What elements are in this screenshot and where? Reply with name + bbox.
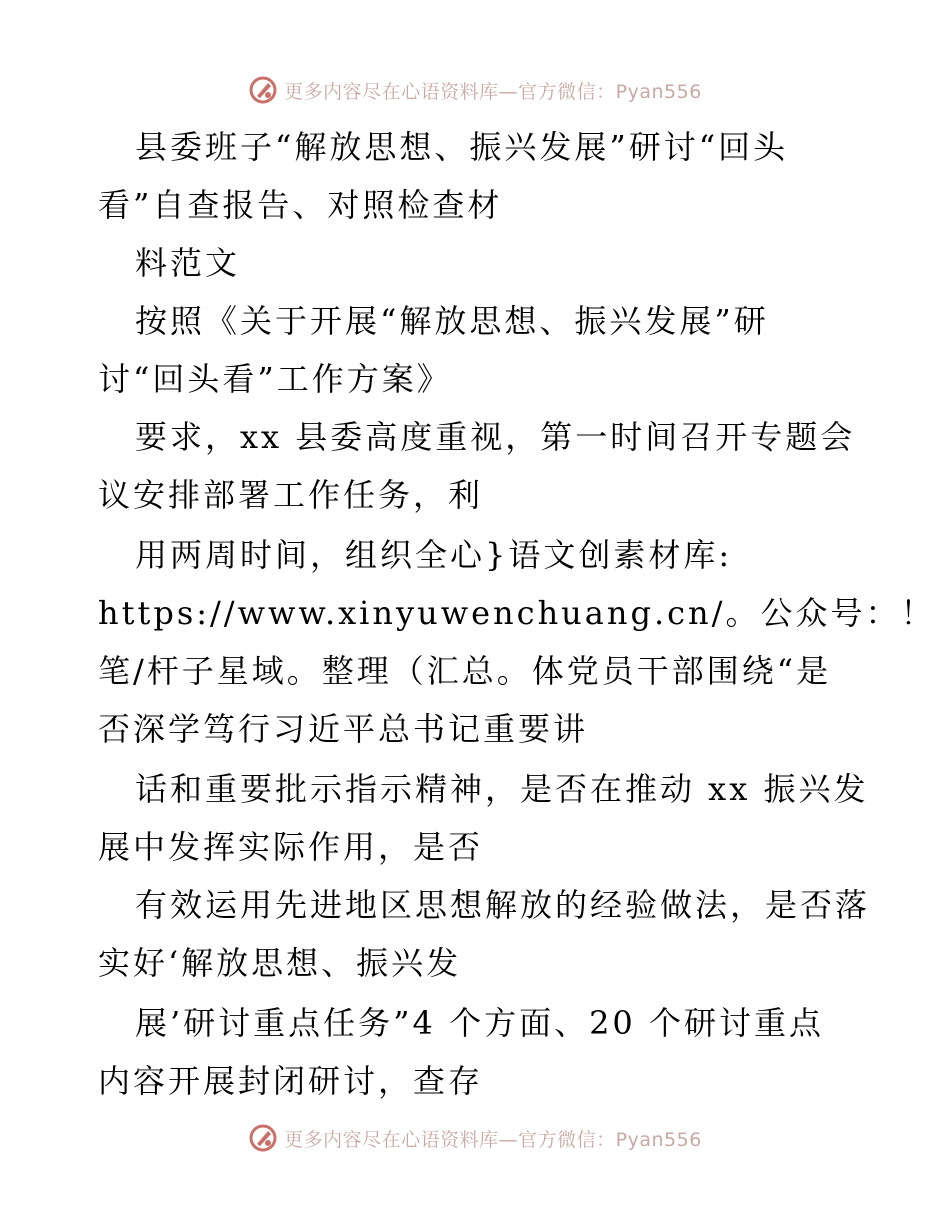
header-watermark bbox=[0, 70, 950, 110]
text-line: 实好‘解放思想、振兴发 bbox=[98, 944, 462, 982]
text-line: 县委班子“解放思想、振兴发展”研讨“回头 bbox=[135, 128, 789, 166]
pen-logo-icon bbox=[248, 1123, 278, 1153]
text-line: 看”自查报告、对照检查材 bbox=[98, 186, 503, 224]
watermark-text: 更多内容尽在心语资料库—官方微信：Pyan556 bbox=[284, 1128, 702, 1151]
text-line: 料范文 bbox=[135, 244, 241, 282]
text-line: 话和重要批示指示精神，是否在推动 xx 振兴发 bbox=[135, 770, 869, 808]
text-line: 否深学笃行习近平总书记重要讲 bbox=[98, 710, 589, 748]
pen-logo-icon bbox=[248, 75, 278, 105]
text-line: 展中发挥实际作用，是否 bbox=[98, 828, 484, 866]
text-line: 议安排部署工作任务，利 bbox=[98, 476, 484, 514]
text-line: 有效运用先进地区思想解放的经验做法，是否落 bbox=[135, 886, 871, 924]
text-line: 按照《关于开展“解放思想、振兴发展”研 bbox=[135, 302, 769, 340]
text-line: 笔/杆子星域。整理（汇总。体党员干部围绕“是 bbox=[98, 652, 832, 690]
text-line: 要求，xx 县委高度重视，第一时间召开专题会 bbox=[135, 418, 856, 456]
text-line: https://www.xinyuwenchuang.cn/。公众号：！ bbox=[98, 594, 936, 632]
text-line: 讨“回头看”工作方案》 bbox=[98, 360, 452, 398]
text-line: 内容开展封闭研讨，查存 bbox=[98, 1062, 484, 1100]
text-line: 展’研讨重点任务”4 个方面、20 个研讨重点 bbox=[135, 1004, 824, 1042]
watermark-text: 更多内容尽在心语资料库—官方微信：Pyan556 bbox=[284, 80, 702, 103]
text-line: 用两周时间，组织全心}语文创素材库: bbox=[135, 536, 733, 574]
footer-watermark bbox=[0, 1118, 950, 1158]
